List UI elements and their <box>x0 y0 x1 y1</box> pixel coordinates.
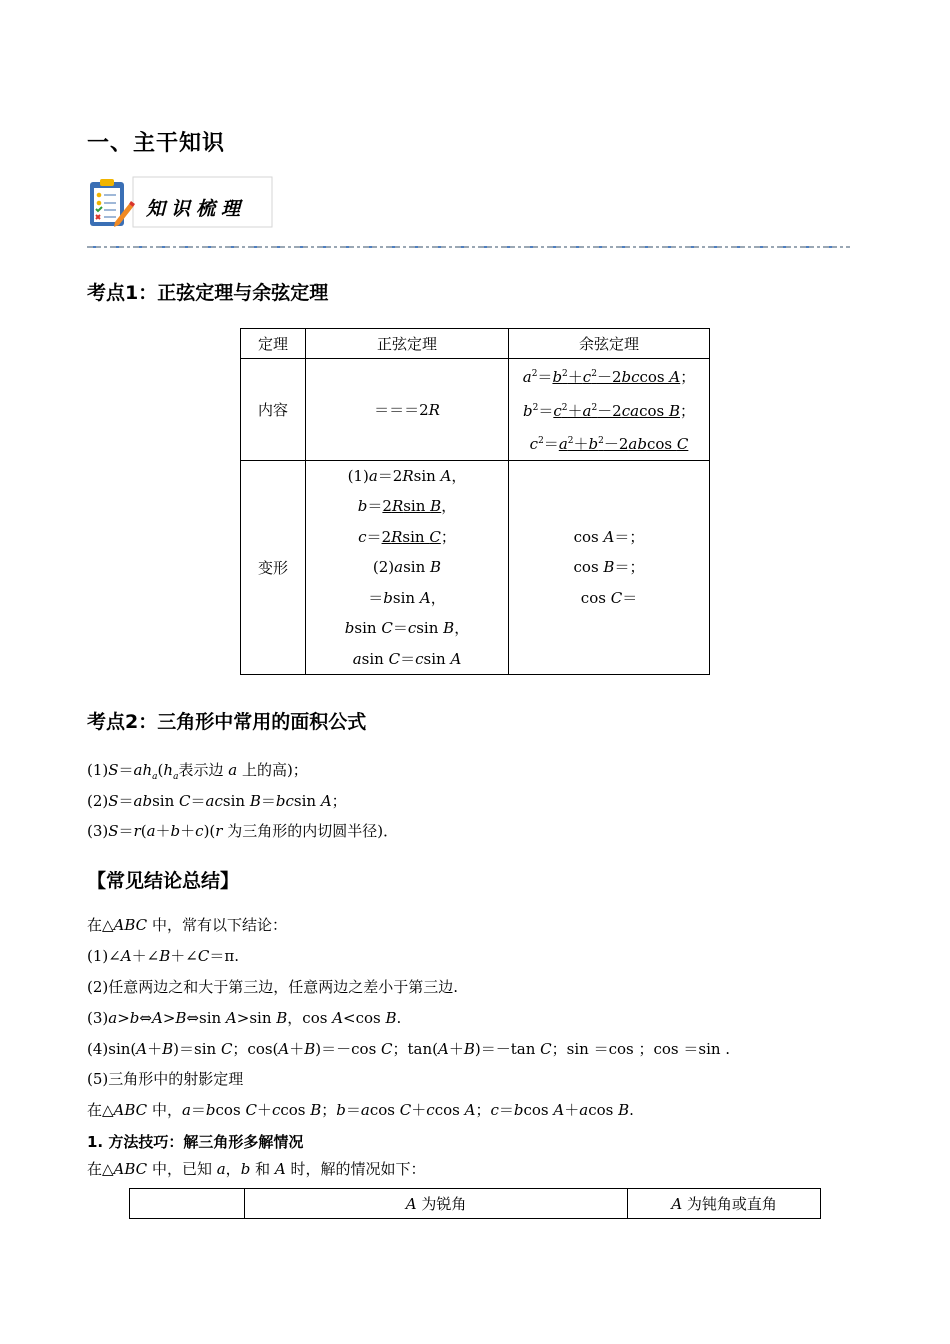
solution-header-acute: A 为锐角 <box>244 1189 627 1219</box>
method-title: 1. 方法技巧：解三角形多解情况 <box>87 1133 304 1151</box>
theorem-table <box>240 328 710 675</box>
sine-variants: (1)a＝2Rsin A， b＝2Rsin B， c＝2Rsin C； (2)asin B ＝bsin A， bsin C＝csin B， asin C＝csin A <box>306 460 509 675</box>
cosine-line-c: $c^2=a^2+b^2-2abcos$ C <box>529 435 689 453</box>
summary-title: 【常见结论总结】 <box>87 870 240 892</box>
section-title: 一、主干知识 <box>87 131 226 156</box>
area-formula-2: (2)S＝absin C＝acsin B＝bcsin A； <box>87 792 347 810</box>
section-divider <box>87 234 850 238</box>
row-label-variant: 变形 <box>241 460 306 675</box>
area-formula-1: $(1)S=ah_a(h_a$表示边 a 上的高)； <box>87 761 308 782</box>
banner-title: 知识梳理 <box>146 198 247 220</box>
cosine-content <box>509 359 710 461</box>
conclusion-2: (2)任意两边之和大于第三边，任意两边之差小于第三边. <box>87 978 459 996</box>
row-label-content: 内容 <box>241 359 306 461</box>
area-formula-3: (3)S＝r(a＋b＋c)(r 为三角形的内切圆半径)． <box>87 822 399 840</box>
conclusion-4: (4)sin(A＋B)＝sin C；cos(A＋B)＝－cos C；tan(A＋B)＝－tan C；sin ＝cos ；cos ＝sin . <box>87 1040 731 1058</box>
conclusion-5: (5)三角形中的射影定理 <box>87 1070 244 1088</box>
conclusion-3: (3)a>b⇔A>B⇔sin A>sin B，cos A<cos B. <box>87 1009 402 1027</box>
sine-content: ＝＝＝2R <box>306 359 509 461</box>
checklist-icon <box>87 178 135 230</box>
projection-theorem: 在△ABC 中，a＝bcos C＋ccos B；b＝acos C＋ccos A；c＝bcos A＋acos B. <box>87 1101 634 1119</box>
topic2-title: 考点2：三角形中常用的面积公式 <box>87 711 367 733</box>
cosine-line-b: $b^2=c^2+a^2-2cacos$ B； <box>522 401 696 420</box>
solution-cases-table <box>129 1188 821 1219</box>
topic1-title: 考点1：正弦定理与余弦定理 <box>87 282 329 304</box>
method-intro: 在△ABC 中，已知 a，b 和 A 时，解的情况如下： <box>87 1160 426 1178</box>
table-header-sine: 正弦定理 <box>306 329 509 359</box>
conclusion-1: (1)∠A＋∠B＋∠C＝π. <box>87 947 239 965</box>
table-header-theorem: 定理 <box>241 329 306 359</box>
solution-table-blank <box>130 1189 245 1219</box>
cosine-line-a: $a^2=b^2+c^2-2bccos$ A； <box>522 368 696 386</box>
table-header-cosine: 余弦定理 <box>509 329 710 359</box>
summary-intro: 在△ABC 中，常有以下结论： <box>87 916 287 934</box>
cosine-variants: cos A＝； cos B＝； cos C＝ <box>509 460 710 675</box>
solution-header-obtuse: A 为钝角或直角 <box>628 1189 821 1219</box>
